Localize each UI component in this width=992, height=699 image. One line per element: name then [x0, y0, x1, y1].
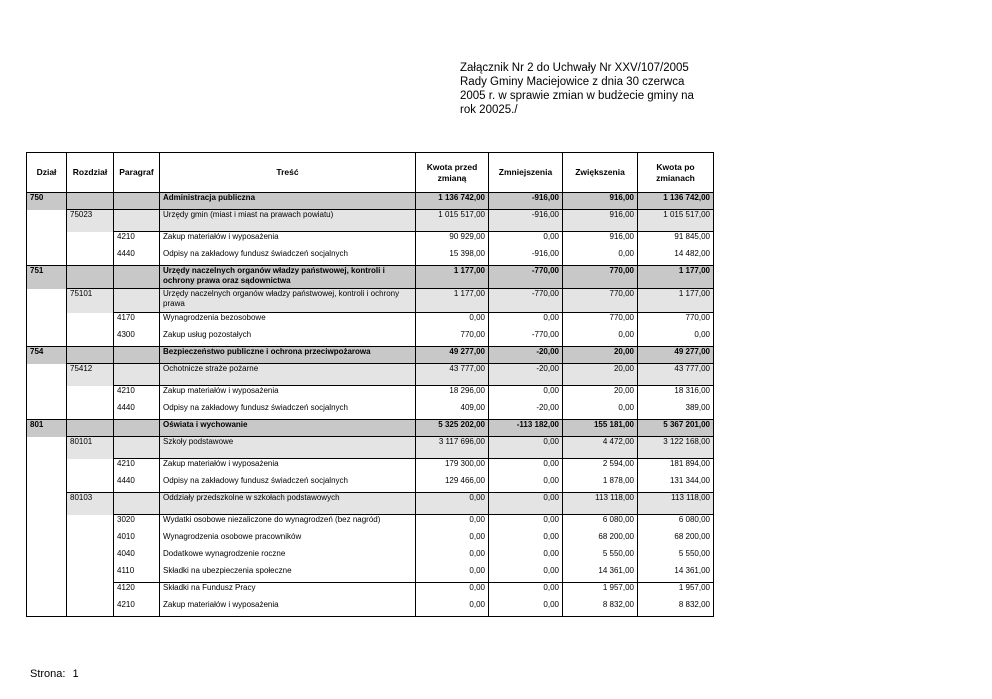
cell-rozdzial — [67, 249, 114, 266]
cell-tresc: Odpisy na zakładowy fundusz świadczeń socjalnych — [160, 476, 416, 493]
cell-zwiekszenia: 113 118,00 — [563, 493, 638, 515]
cell-zwiekszenia: 155 181,00 — [563, 420, 638, 437]
document-header — [460, 61, 720, 117]
cell-zwiekszenia: 20,00 — [563, 386, 638, 403]
budget-table — [26, 152, 714, 617]
cell-paragraf: 4210 — [114, 386, 160, 403]
cell-zwiekszenia: 14 361,00 — [563, 566, 638, 583]
col-header-rozdzial: Rozdział — [67, 153, 114, 193]
cell-zmniejszenia: 0,00 — [489, 476, 563, 493]
cell-paragraf — [114, 493, 160, 515]
col-header-zwiekszenia: Zwiększenia — [563, 153, 638, 193]
cell-tresc: Odpisy na zakładowy fundusz świadczeń socjalnych — [160, 249, 416, 266]
cell-rozdzial — [67, 476, 114, 493]
cell-dzial — [27, 600, 67, 617]
cell-rozdzial — [67, 347, 114, 364]
cell-rozdzial — [67, 549, 114, 566]
cell-rozdzial — [67, 313, 114, 330]
cell-rozdzial — [67, 459, 114, 476]
cell-zmniejszenia: -770,00 — [489, 289, 563, 313]
cell-paragraf: 4440 — [114, 249, 160, 266]
cell-kwota-przed: 15 398,00 — [416, 249, 489, 266]
cell-dzial — [27, 549, 67, 566]
cell-rozdzial — [67, 266, 114, 289]
cell-kwota-przed: 1 015 517,00 — [416, 210, 489, 232]
cell-kwota-przed: 179 300,00 — [416, 459, 489, 476]
cell-kwota-przed: 0,00 — [416, 313, 489, 330]
cell-dzial — [27, 249, 67, 266]
cell-kwota-po: 6 080,00 — [638, 515, 714, 532]
cell-zmniejszenia: 0,00 — [489, 493, 563, 515]
cell-paragraf — [114, 289, 160, 313]
cell-kwota-przed: 409,00 — [416, 403, 489, 420]
table-row — [27, 532, 714, 549]
cell-paragraf — [114, 266, 160, 289]
header-line: rok 20025./ — [460, 104, 518, 116]
cell-rozdzial: 80101 — [67, 437, 114, 459]
col-header-dzial: Dział — [27, 153, 67, 193]
cell-kwota-przed: 0,00 — [416, 600, 489, 617]
cell-zmniejszenia: -20,00 — [489, 364, 563, 386]
cell-kwota-przed: 0,00 — [416, 493, 489, 515]
cell-zmniejszenia: -916,00 — [489, 210, 563, 232]
cell-zwiekszenia: 4 472,00 — [563, 437, 638, 459]
cell-kwota-przed: 0,00 — [416, 515, 489, 532]
cell-tresc: Oddziały przedszkolne w szkołach podstawowych — [160, 493, 416, 515]
cell-zmniejszenia: 0,00 — [489, 600, 563, 617]
cell-kwota-po: 113 118,00 — [638, 493, 714, 515]
table-row — [27, 232, 714, 249]
cell-kwota-po: 181 894,00 — [638, 459, 714, 476]
cell-kwota-przed: 18 296,00 — [416, 386, 489, 403]
cell-zwiekszenia: 68 200,00 — [563, 532, 638, 549]
cell-dzial — [27, 289, 67, 313]
cell-paragraf: 4210 — [114, 459, 160, 476]
cell-tresc: Szkoły podstawowe — [160, 437, 416, 459]
cell-zwiekszenia: 0,00 — [563, 330, 638, 347]
cell-kwota-przed: 49 277,00 — [416, 347, 489, 364]
cell-kwota-przed: 0,00 — [416, 566, 489, 583]
cell-zwiekszenia: 8 832,00 — [563, 600, 638, 617]
cell-tresc: Wynagrodzenia bezosobowe — [160, 313, 416, 330]
cell-zmniejszenia: -770,00 — [489, 266, 563, 289]
header-line: Załącznik Nr 2 do Uchwały Nr XXV/107/2005 — [460, 62, 689, 74]
cell-dzial — [27, 493, 67, 515]
cell-kwota-po: 68 200,00 — [638, 532, 714, 549]
cell-zwiekszenia: 6 080,00 — [563, 515, 638, 532]
cell-kwota-po: 49 277,00 — [638, 347, 714, 364]
cell-tresc: Zakup materiałów i wyposażenia — [160, 232, 416, 249]
table-row — [27, 364, 714, 386]
cell-tresc: Odpisy na zakładowy fundusz świadczeń socjalnych — [160, 403, 416, 420]
cell-dzial — [27, 330, 67, 347]
cell-tresc: Administracja publiczna — [160, 193, 416, 210]
cell-kwota-po: 770,00 — [638, 313, 714, 330]
table-row — [27, 420, 714, 437]
cell-zwiekszenia: 20,00 — [563, 347, 638, 364]
cell-kwota-po: 1 136 742,00 — [638, 193, 714, 210]
cell-zmniejszenia: -113 182,00 — [489, 420, 563, 437]
col-header-tresc: Treść — [160, 153, 416, 193]
cell-zwiekszenia: 916,00 — [563, 193, 638, 210]
cell-dzial — [27, 403, 67, 420]
cell-zmniejszenia: -20,00 — [489, 403, 563, 420]
table-row — [27, 476, 714, 493]
cell-zmniejszenia: 0,00 — [489, 437, 563, 459]
cell-zwiekszenia: 20,00 — [563, 364, 638, 386]
cell-kwota-po: 1 177,00 — [638, 266, 714, 289]
cell-tresc: Zakup usług pozostałych — [160, 330, 416, 347]
cell-zmniejszenia: -916,00 — [489, 249, 563, 266]
cell-zwiekszenia: 0,00 — [563, 403, 638, 420]
cell-kwota-przed: 0,00 — [416, 532, 489, 549]
cell-zwiekszenia: 770,00 — [563, 266, 638, 289]
cell-paragraf — [114, 210, 160, 232]
table-row — [27, 210, 714, 232]
table-row — [27, 459, 714, 476]
cell-tresc: Zakup materiałów i wyposażenia — [160, 459, 416, 476]
cell-tresc: Urzędy naczelnych organów władzy państwowej, kontroli i ochrony prawa — [160, 289, 416, 313]
cell-dzial — [27, 476, 67, 493]
cell-dzial — [27, 437, 67, 459]
header-line: Rady Gminy Maciejowice z dnia 30 czerwca — [460, 76, 685, 88]
cell-dzial — [27, 583, 67, 600]
cell-paragraf — [114, 420, 160, 437]
table-row — [27, 386, 714, 403]
page-number: 1 — [72, 668, 79, 680]
cell-tresc: Zakup materiałów i wyposażenia — [160, 600, 416, 617]
table-row — [27, 249, 714, 266]
cell-kwota-po: 18 316,00 — [638, 386, 714, 403]
cell-paragraf: 4170 — [114, 313, 160, 330]
cell-rozdzial — [67, 193, 114, 210]
cell-zmniejszenia: 0,00 — [489, 549, 563, 566]
cell-zwiekszenia: 916,00 — [563, 210, 638, 232]
cell-paragraf — [114, 437, 160, 459]
cell-kwota-przed: 129 466,00 — [416, 476, 489, 493]
table-row — [27, 403, 714, 420]
cell-kwota-po: 131 344,00 — [638, 476, 714, 493]
cell-kwota-po: 8 832,00 — [638, 600, 714, 617]
cell-dzial: 801 — [27, 420, 67, 437]
cell-rozdzial: 80103 — [67, 493, 114, 515]
cell-zwiekszenia: 770,00 — [563, 313, 638, 330]
cell-dzial: 751 — [27, 266, 67, 289]
cell-kwota-przed: 1 177,00 — [416, 289, 489, 313]
cell-zmniejszenia: -770,00 — [489, 330, 563, 347]
table-row — [27, 566, 714, 583]
cell-tresc: Ochotnicze straże pożarne — [160, 364, 416, 386]
cell-rozdzial — [67, 566, 114, 583]
cell-rozdzial — [67, 532, 114, 549]
header-line: 2005 r. w sprawie zmian w budżecie gminy na — [460, 90, 694, 102]
cell-zmniejszenia: 0,00 — [489, 566, 563, 583]
cell-paragraf: 4040 — [114, 549, 160, 566]
cell-rozdzial — [67, 330, 114, 347]
cell-kwota-po: 5 550,00 — [638, 549, 714, 566]
cell-kwota-przed: 0,00 — [416, 583, 489, 600]
table-row — [27, 193, 714, 210]
cell-zwiekszenia: 916,00 — [563, 232, 638, 249]
cell-rozdzial: 75412 — [67, 364, 114, 386]
cell-paragraf — [114, 347, 160, 364]
cell-rozdzial — [67, 403, 114, 420]
cell-zmniejszenia: 0,00 — [489, 459, 563, 476]
cell-zmniejszenia: -20,00 — [489, 347, 563, 364]
cell-kwota-przed: 5 325 202,00 — [416, 420, 489, 437]
cell-rozdzial: 75023 — [67, 210, 114, 232]
table-row — [27, 549, 714, 566]
cell-kwota-przed: 1 136 742,00 — [416, 193, 489, 210]
page-footer — [30, 668, 79, 680]
cell-paragraf — [114, 193, 160, 210]
cell-zmniejszenia: -916,00 — [489, 193, 563, 210]
table-row — [27, 493, 714, 515]
cell-rozdzial — [67, 600, 114, 617]
cell-kwota-po: 389,00 — [638, 403, 714, 420]
cell-zmniejszenia: 0,00 — [489, 386, 563, 403]
cell-kwota-po: 14 361,00 — [638, 566, 714, 583]
cell-dzial — [27, 532, 67, 549]
cell-kwota-przed: 43 777,00 — [416, 364, 489, 386]
col-header-zmniejszenia: Zmniejszenia — [489, 153, 563, 193]
table-row — [27, 515, 714, 532]
cell-kwota-przed: 90 929,00 — [416, 232, 489, 249]
cell-paragraf: 4300 — [114, 330, 160, 347]
cell-rozdzial: 75101 — [67, 289, 114, 313]
cell-zmniejszenia: 0,00 — [489, 583, 563, 600]
cell-kwota-po: 5 367 201,00 — [638, 420, 714, 437]
cell-zwiekszenia: 2 594,00 — [563, 459, 638, 476]
cell-zwiekszenia: 1 878,00 — [563, 476, 638, 493]
cell-paragraf: 4440 — [114, 403, 160, 420]
cell-rozdzial — [67, 515, 114, 532]
cell-kwota-po: 14 482,00 — [638, 249, 714, 266]
col-header-paragraf: Paragraf — [114, 153, 160, 193]
cell-zmniejszenia: 0,00 — [489, 515, 563, 532]
table-row — [27, 583, 714, 600]
cell-kwota-po: 1 177,00 — [638, 289, 714, 313]
cell-zwiekszenia: 1 957,00 — [563, 583, 638, 600]
table-row — [27, 266, 714, 289]
cell-tresc: Składki na Fundusz Pracy — [160, 583, 416, 600]
cell-tresc: Dodatkowe wynagrodzenie roczne — [160, 549, 416, 566]
col-header-kwota-przed: Kwota przed zmianą — [416, 153, 489, 193]
cell-dzial — [27, 313, 67, 330]
cell-kwota-po: 91 845,00 — [638, 232, 714, 249]
cell-tresc: Wynagrodzenia osobowe pracowników — [160, 532, 416, 549]
cell-zwiekszenia: 5 550,00 — [563, 549, 638, 566]
cell-dzial — [27, 386, 67, 403]
cell-paragraf: 4210 — [114, 600, 160, 617]
cell-kwota-przed: 0,00 — [416, 549, 489, 566]
cell-kwota-przed: 770,00 — [416, 330, 489, 347]
cell-kwota-po: 3 122 168,00 — [638, 437, 714, 459]
cell-dzial: 750 — [27, 193, 67, 210]
cell-kwota-po: 43 777,00 — [638, 364, 714, 386]
cell-paragraf: 4120 — [114, 583, 160, 600]
table-row — [27, 600, 714, 617]
cell-tresc: Urzędy gmin (miast i miast na prawach powiatu) — [160, 210, 416, 232]
cell-kwota-po: 0,00 — [638, 330, 714, 347]
table-row — [27, 330, 714, 347]
cell-zmniejszenia: 0,00 — [489, 313, 563, 330]
cell-rozdzial — [67, 420, 114, 437]
cell-rozdzial — [67, 583, 114, 600]
cell-zmniejszenia: 0,00 — [489, 532, 563, 549]
cell-zwiekszenia: 0,00 — [563, 249, 638, 266]
table-row — [27, 437, 714, 459]
cell-dzial: 754 — [27, 347, 67, 364]
cell-paragraf: 4010 — [114, 532, 160, 549]
cell-kwota-przed: 1 177,00 — [416, 266, 489, 289]
table-body — [27, 193, 714, 617]
cell-tresc: Urzędy naczelnych organów władzy państwowej, kontroli i ochrony prawa oraz sądownictwa — [160, 266, 416, 289]
col-header-kwota-po: Kwota po zmianach — [638, 153, 714, 193]
cell-rozdzial — [67, 386, 114, 403]
cell-paragraf: 3020 — [114, 515, 160, 532]
cell-kwota-po: 1 015 517,00 — [638, 210, 714, 232]
cell-dzial — [27, 210, 67, 232]
cell-paragraf — [114, 364, 160, 386]
table-row — [27, 347, 714, 364]
cell-paragraf: 4110 — [114, 566, 160, 583]
cell-kwota-przed: 3 117 696,00 — [416, 437, 489, 459]
cell-dzial — [27, 515, 67, 532]
cell-zwiekszenia: 770,00 — [563, 289, 638, 313]
cell-tresc: Wydatki osobowe niezaliczone do wynagrodzeń (bez nagród) — [160, 515, 416, 532]
cell-kwota-po: 1 957,00 — [638, 583, 714, 600]
cell-tresc: Oświata i wychowanie — [160, 420, 416, 437]
cell-rozdzial — [67, 232, 114, 249]
cell-tresc: Zakup materiałów i wyposażenia — [160, 386, 416, 403]
table-row — [27, 313, 714, 330]
cell-paragraf: 4210 — [114, 232, 160, 249]
cell-zmniejszenia: 0,00 — [489, 232, 563, 249]
cell-paragraf: 4440 — [114, 476, 160, 493]
table-row — [27, 289, 714, 313]
cell-dzial — [27, 232, 67, 249]
cell-dzial — [27, 566, 67, 583]
table-header-row — [27, 153, 714, 193]
page-label: Strona: — [30, 668, 66, 680]
cell-tresc: Składki na ubezpieczenia społeczne — [160, 566, 416, 583]
cell-dzial — [27, 459, 67, 476]
cell-tresc: Bezpieczeństwo publiczne i ochrona przeciwpożarowa — [160, 347, 416, 364]
cell-dzial — [27, 364, 67, 386]
